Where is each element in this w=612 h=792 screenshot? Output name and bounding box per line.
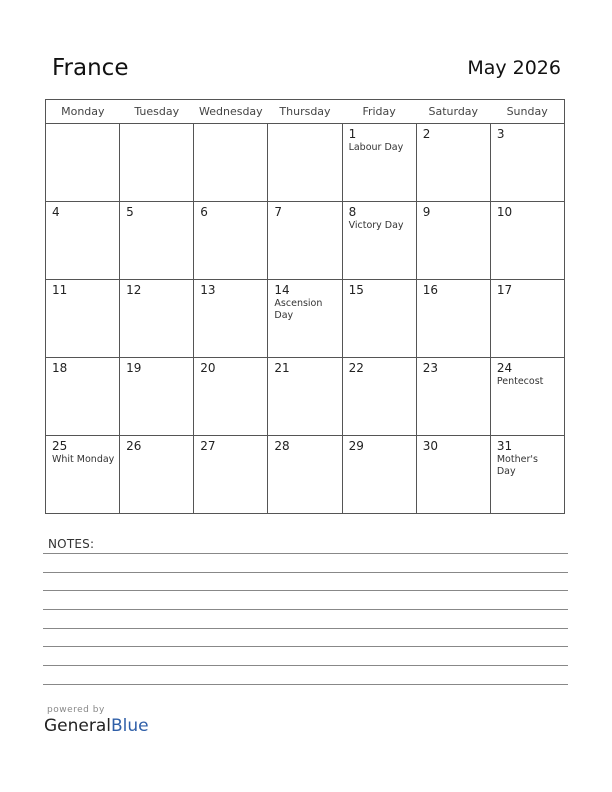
day-cell	[120, 436, 194, 514]
day-number: 10	[496, 205, 513, 219]
holiday-label: Labour Day	[348, 142, 404, 153]
day-number: 25	[52, 439, 68, 453]
holiday-label: Mother's Day	[496, 454, 538, 477]
day-cell	[416, 280, 490, 358]
country-title: France	[52, 55, 129, 81]
day-cell	[120, 202, 194, 280]
day-number: 24	[496, 361, 513, 375]
day-cell	[342, 124, 416, 202]
day-cell	[416, 202, 490, 280]
day-number: 4	[52, 205, 60, 219]
weekday-header: Sunday	[490, 100, 564, 124]
day-number: 18	[52, 361, 68, 375]
week-row	[46, 124, 565, 202]
week-row	[46, 436, 565, 514]
day-number: 6	[200, 205, 208, 219]
day-cell	[342, 280, 416, 358]
day-cell	[46, 124, 120, 202]
day-cell	[490, 436, 564, 514]
day-number: 13	[200, 283, 216, 297]
day-cell	[268, 202, 342, 280]
note-line	[43, 665, 568, 666]
day-cell	[46, 358, 120, 436]
note-line	[43, 684, 568, 685]
day-cell	[194, 358, 268, 436]
holiday-label: Victory Day	[348, 220, 404, 231]
day-cell	[416, 436, 490, 514]
day-cell	[268, 124, 342, 202]
brand-blue-text: Blue	[111, 716, 149, 736]
day-number: 14	[274, 283, 290, 297]
day-number: 9	[422, 205, 431, 219]
week-row	[46, 202, 565, 280]
day-cell	[342, 358, 416, 436]
day-number: 28	[274, 439, 290, 453]
day-cell	[342, 436, 416, 514]
day-cell	[268, 436, 342, 514]
day-number: 23	[422, 361, 438, 375]
brand-general-text: General	[44, 716, 111, 736]
day-cell	[120, 358, 194, 436]
day-cell	[46, 202, 120, 280]
week-row	[46, 280, 565, 358]
day-number: 19	[126, 361, 142, 375]
day-number: 22	[348, 361, 364, 375]
month-title: May 2026	[467, 57, 561, 79]
day-number: 27	[200, 439, 216, 453]
day-number: 16	[422, 283, 438, 297]
day-cell	[46, 280, 120, 358]
calendar-body	[46, 124, 565, 514]
day-cell	[416, 124, 490, 202]
weekday-header-row	[46, 100, 565, 124]
day-cell	[490, 202, 564, 280]
day-cell	[342, 202, 416, 280]
day-cell	[120, 280, 194, 358]
day-number: 30	[422, 439, 438, 453]
day-number: 11	[52, 283, 68, 297]
day-number: 17	[496, 283, 513, 297]
day-number: 8	[348, 205, 357, 219]
day-cell	[194, 280, 268, 358]
holiday-label: Ascension Day	[274, 298, 323, 321]
weekday-header: Thursday	[268, 100, 342, 124]
weekday-header: Monday	[46, 100, 120, 124]
day-cell	[490, 280, 564, 358]
day-number: 5	[126, 205, 134, 219]
holiday-label: Whit Monday	[52, 454, 115, 465]
note-line	[43, 609, 568, 610]
weekday-header: Friday	[342, 100, 416, 124]
day-cell	[194, 202, 268, 280]
calendar-grid	[45, 99, 565, 514]
note-line	[43, 590, 568, 591]
note-line	[43, 646, 568, 647]
note-line	[43, 553, 568, 554]
day-number: 21	[274, 361, 290, 375]
powered-by-text: powered by	[47, 705, 105, 715]
note-line	[43, 628, 568, 629]
day-number: 15	[348, 283, 364, 297]
brand-logo	[44, 716, 149, 736]
week-row	[46, 358, 565, 436]
day-number: 3	[496, 127, 505, 141]
notes-label: NOTES:	[48, 537, 95, 551]
day-cell	[268, 280, 342, 358]
day-number: 31	[496, 439, 513, 453]
day-number: 29	[348, 439, 364, 453]
day-number: 2	[422, 127, 431, 141]
day-number: 1	[348, 127, 357, 141]
holiday-label: Pentecost	[496, 376, 544, 387]
day-cell	[46, 436, 120, 514]
day-cell	[194, 124, 268, 202]
weekday-header: Saturday	[416, 100, 490, 124]
day-number: 7	[274, 205, 283, 219]
note-line	[43, 572, 568, 573]
day-cell	[194, 436, 268, 514]
weekday-header: Wednesday	[194, 100, 268, 124]
day-cell	[120, 124, 194, 202]
day-cell	[490, 124, 564, 202]
weekday-header: Tuesday	[120, 100, 194, 124]
day-number: 26	[126, 439, 142, 453]
day-cell	[490, 358, 564, 436]
day-number: 12	[126, 283, 142, 297]
day-cell	[416, 358, 490, 436]
day-cell	[268, 358, 342, 436]
day-number: 20	[200, 361, 216, 375]
